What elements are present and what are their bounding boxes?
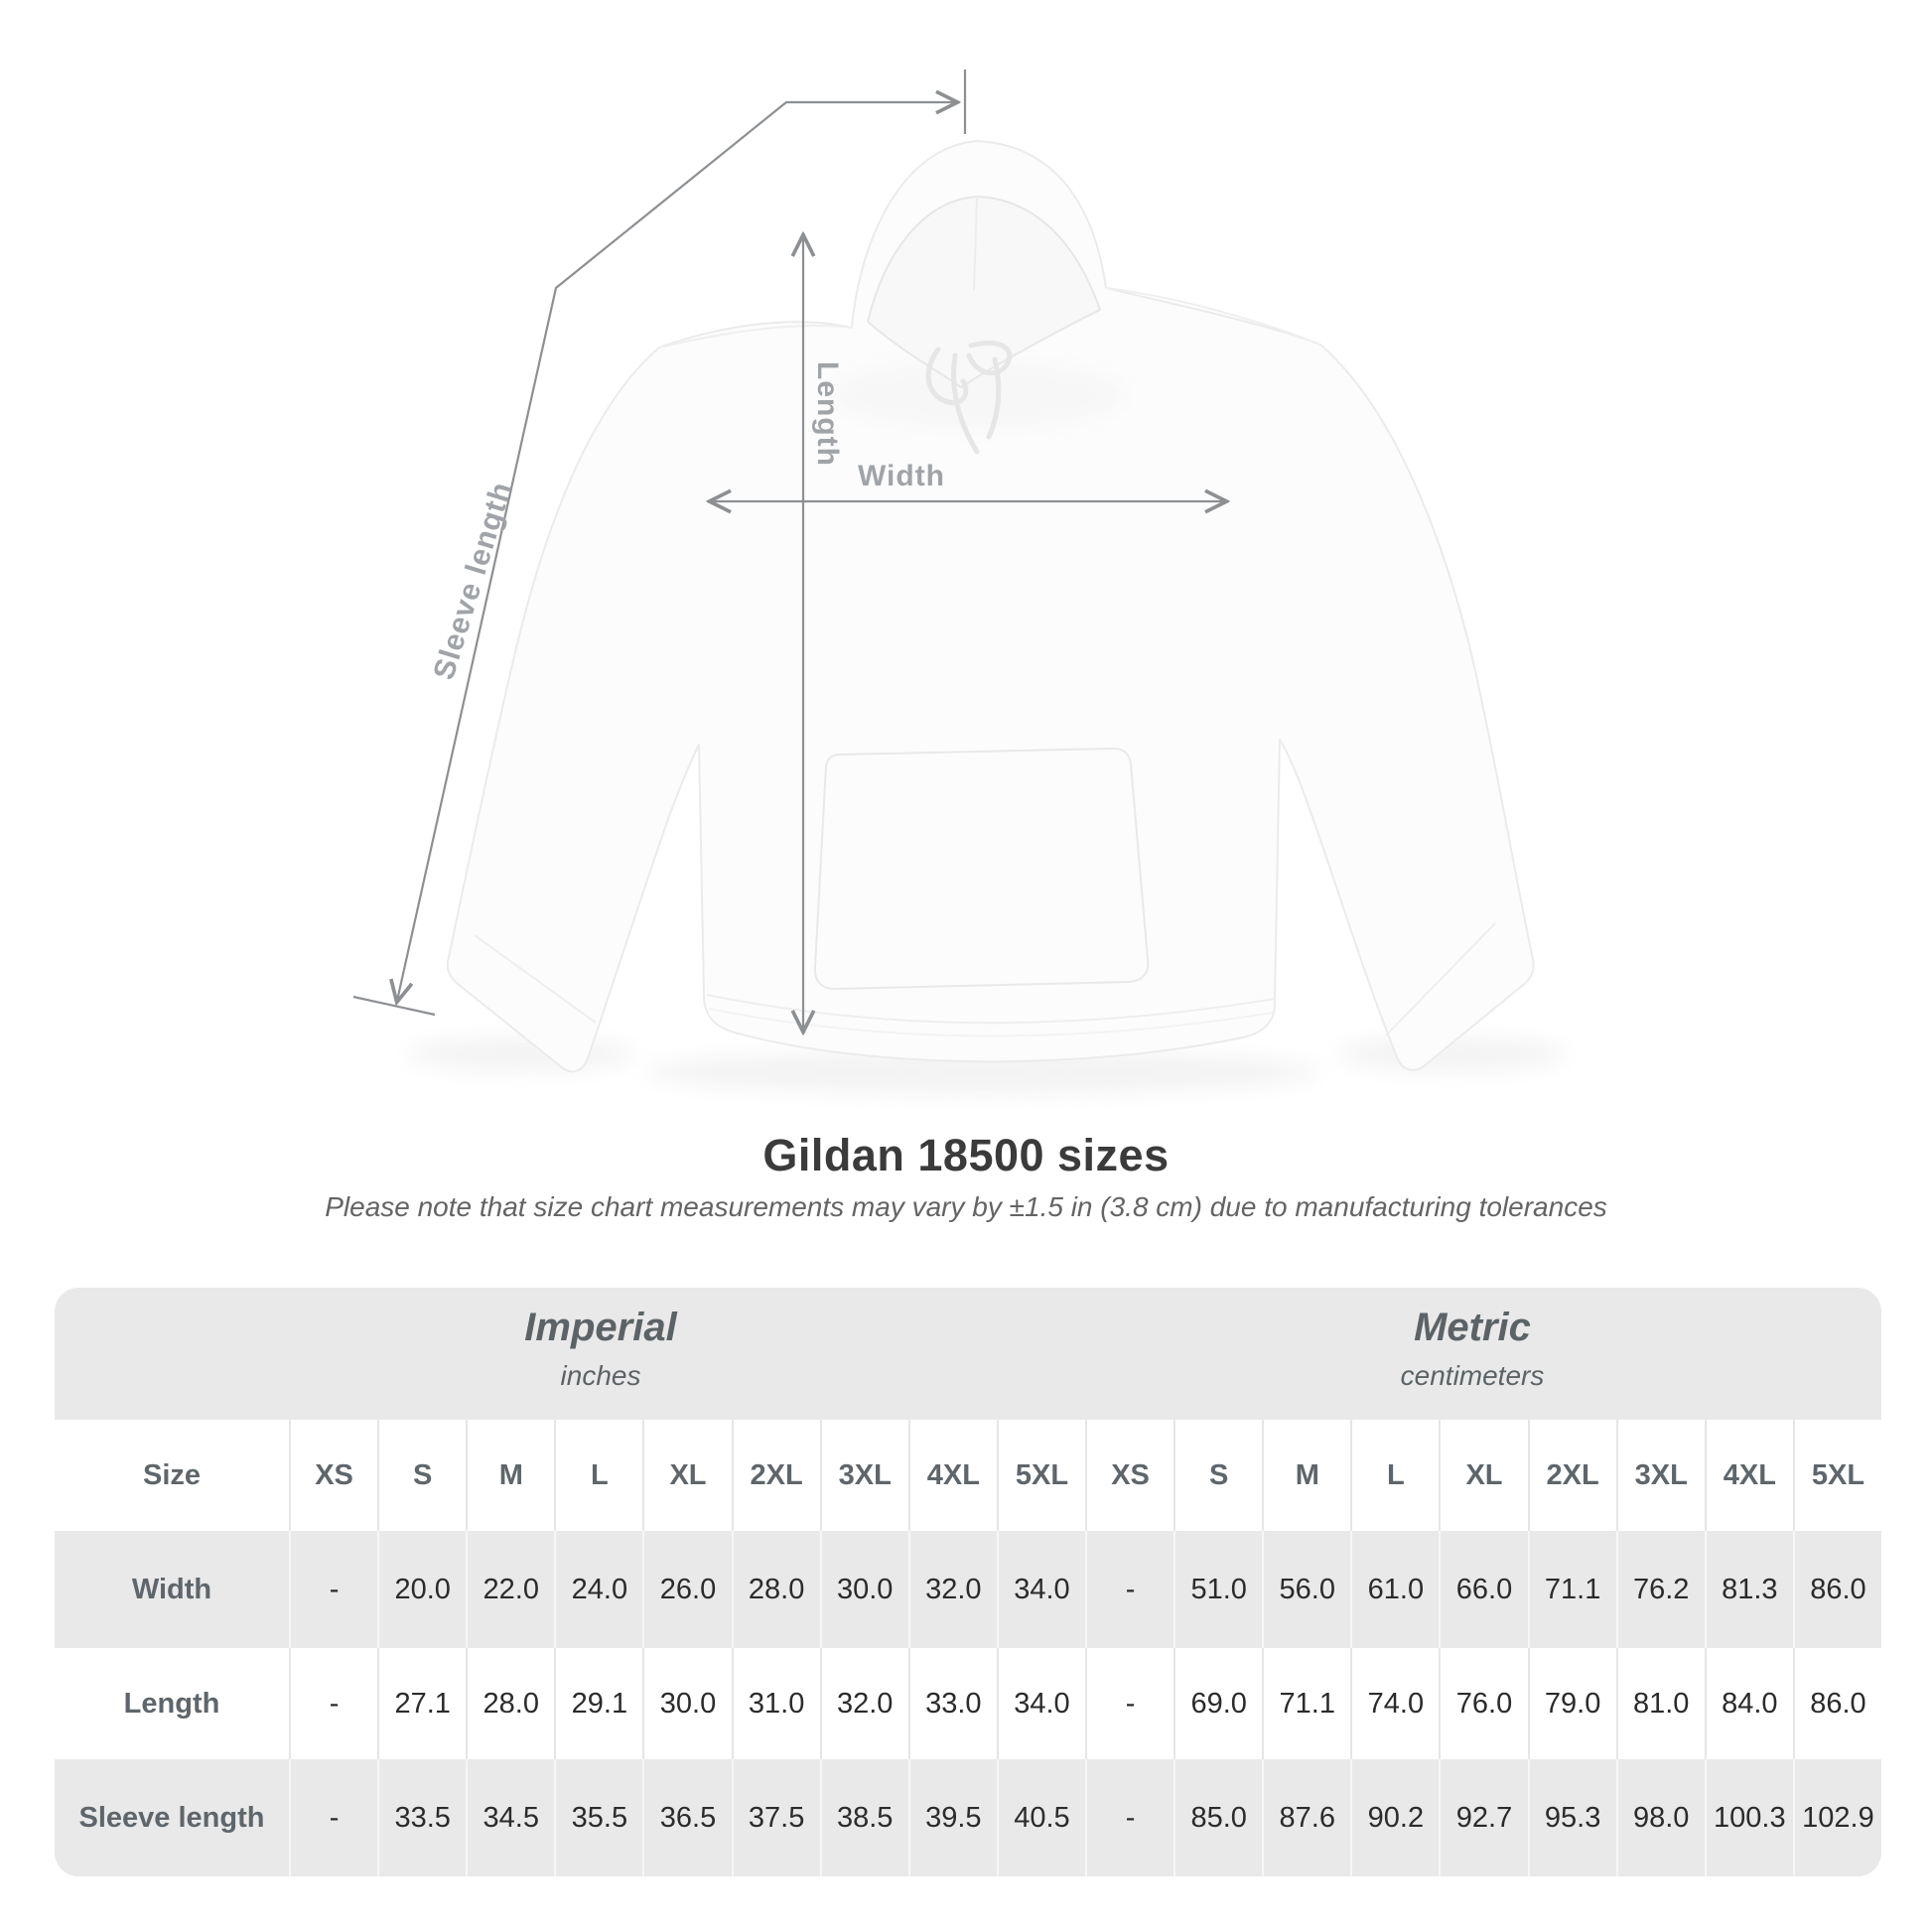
size-value-cell: 36.5 — [642, 1759, 731, 1876]
size-value-cell: 32.0 — [908, 1531, 997, 1648]
size-table-body — [55, 1420, 1881, 1876]
size-value-cell: 81.0 — [1616, 1648, 1705, 1759]
size-value-cell: - — [1085, 1531, 1173, 1648]
imperial-title: Imperial — [524, 1306, 677, 1349]
size-value-cell: 31.0 — [732, 1648, 820, 1759]
size-value-cell: 71.1 — [1262, 1648, 1350, 1759]
size-value-cell: 40.5 — [997, 1759, 1085, 1876]
size-value-cell: 34.5 — [466, 1759, 554, 1876]
size-value-cell: 69.0 — [1173, 1648, 1262, 1759]
size-value-cell: 92.7 — [1439, 1759, 1527, 1876]
size-value-cell: 98.0 — [1616, 1759, 1705, 1876]
size-value-cell: 33.5 — [377, 1759, 466, 1876]
row-label: Sleeve length — [78, 1801, 265, 1834]
size-value-cell: 30.0 — [642, 1648, 731, 1759]
size-col-header: XL — [1439, 1420, 1527, 1531]
size-value-cell: 56.0 — [1262, 1531, 1350, 1648]
size-col-header: XS — [289, 1420, 377, 1531]
size-value-cell: 76.0 — [1439, 1648, 1527, 1759]
size-col-header: 5XL — [997, 1420, 1085, 1531]
size-table — [55, 1288, 1881, 1876]
table-row — [55, 1759, 1881, 1876]
size-col-header: 5XL — [1793, 1420, 1881, 1531]
size-value-cell: 34.0 — [997, 1648, 1085, 1759]
size-column-title: Size — [142, 1458, 202, 1491]
size-col-header: 3XL — [820, 1420, 908, 1531]
size-value-cell: 66.0 — [1439, 1531, 1527, 1648]
size-value-cell: 74.0 — [1350, 1648, 1439, 1759]
size-value-cell: 28.0 — [466, 1648, 554, 1759]
size-value-cell: 79.0 — [1528, 1648, 1616, 1759]
size-value-cell: 33.0 — [908, 1648, 997, 1759]
size-col-header: XS — [1085, 1420, 1173, 1531]
size-value-cell: 61.0 — [1350, 1531, 1439, 1648]
row-label: Length — [123, 1687, 220, 1720]
size-value-cell: 86.0 — [1793, 1648, 1881, 1759]
size-value-cell: - — [1085, 1759, 1173, 1876]
size-value-cell: 86.0 — [1793, 1531, 1881, 1648]
size-value-cell: 35.5 — [554, 1759, 642, 1876]
metric-header — [1401, 1306, 1545, 1392]
sleeve-end-tick — [353, 997, 435, 1015]
size-col-header: S — [377, 1420, 466, 1531]
size-value-cell: 85.0 — [1173, 1759, 1262, 1876]
size-value-cell: 38.5 — [820, 1759, 908, 1876]
size-value-cell: 22.0 — [466, 1531, 554, 1648]
page-title: Gildan 18500 sizes — [762, 1130, 1170, 1180]
table-row — [55, 1420, 1881, 1531]
pocket — [815, 749, 1148, 989]
size-value-cell: 76.2 — [1616, 1531, 1705, 1648]
size-value-cell: 37.5 — [732, 1759, 820, 1876]
imperial-header — [524, 1306, 676, 1392]
size-col-header: 2XL — [1528, 1420, 1616, 1531]
length-label: Length — [811, 361, 844, 467]
size-col-header: S — [1173, 1420, 1262, 1531]
size-value-cell: 28.0 — [732, 1531, 820, 1648]
size-value-cell: 29.1 — [554, 1648, 642, 1759]
metric-unit: centimeters — [1400, 1360, 1545, 1391]
size-value-cell: 95.3 — [1528, 1759, 1616, 1876]
size-col-header: M — [466, 1420, 554, 1531]
size-value-cell: 39.5 — [908, 1759, 997, 1876]
size-col-header: XL — [642, 1420, 731, 1531]
size-col-header: L — [554, 1420, 642, 1531]
size-value-cell: 81.3 — [1705, 1531, 1793, 1648]
size-col-header: 3XL — [1616, 1420, 1705, 1531]
size-value-cell: 100.3 — [1705, 1759, 1793, 1876]
row-label: Width — [131, 1573, 212, 1605]
size-value-cell: - — [1085, 1648, 1173, 1759]
size-col-header: M — [1262, 1420, 1350, 1531]
size-value-cell: 32.0 — [820, 1648, 908, 1759]
size-value-cell: 20.0 — [377, 1531, 466, 1648]
table-row — [55, 1648, 1881, 1759]
size-value-cell: 71.1 — [1528, 1531, 1616, 1648]
size-col-header: L — [1350, 1420, 1439, 1531]
size-value-cell: 30.0 — [820, 1531, 908, 1648]
size-value-cell: 84.0 — [1705, 1648, 1793, 1759]
width-label: Width — [857, 460, 946, 492]
size-value-cell: 51.0 — [1173, 1531, 1262, 1648]
size-value-cell: 27.1 — [377, 1648, 466, 1759]
size-value-cell: 26.0 — [642, 1531, 731, 1648]
size-value-cell: 34.0 — [997, 1531, 1085, 1648]
size-value-cell: 24.0 — [554, 1531, 642, 1648]
size-value-cell: 102.9 — [1793, 1759, 1881, 1876]
size-value-cell: 90.2 — [1350, 1759, 1439, 1876]
table-row — [55, 1531, 1881, 1648]
size-col-header: 4XL — [908, 1420, 997, 1531]
size-col-header: 4XL — [1705, 1420, 1793, 1531]
imperial-unit: inches — [560, 1360, 641, 1391]
metric-title: Metric — [1414, 1306, 1531, 1349]
size-value-cell: - — [289, 1531, 377, 1648]
size-value-cell: - — [289, 1759, 377, 1876]
sleeve-length-label: Sleeve length — [427, 478, 519, 684]
size-value-cell: - — [289, 1648, 377, 1759]
size-col-header: 2XL — [732, 1420, 820, 1531]
tolerance-note: Please note that size chart measurements may vary by ±1.5 in (3.8 cm) due to manufacturing tolerances — [325, 1191, 1607, 1222]
table-group-header — [55, 1288, 1881, 1420]
size-value-cell: 87.6 — [1262, 1759, 1350, 1876]
hoodie-body — [448, 141, 1534, 1071]
